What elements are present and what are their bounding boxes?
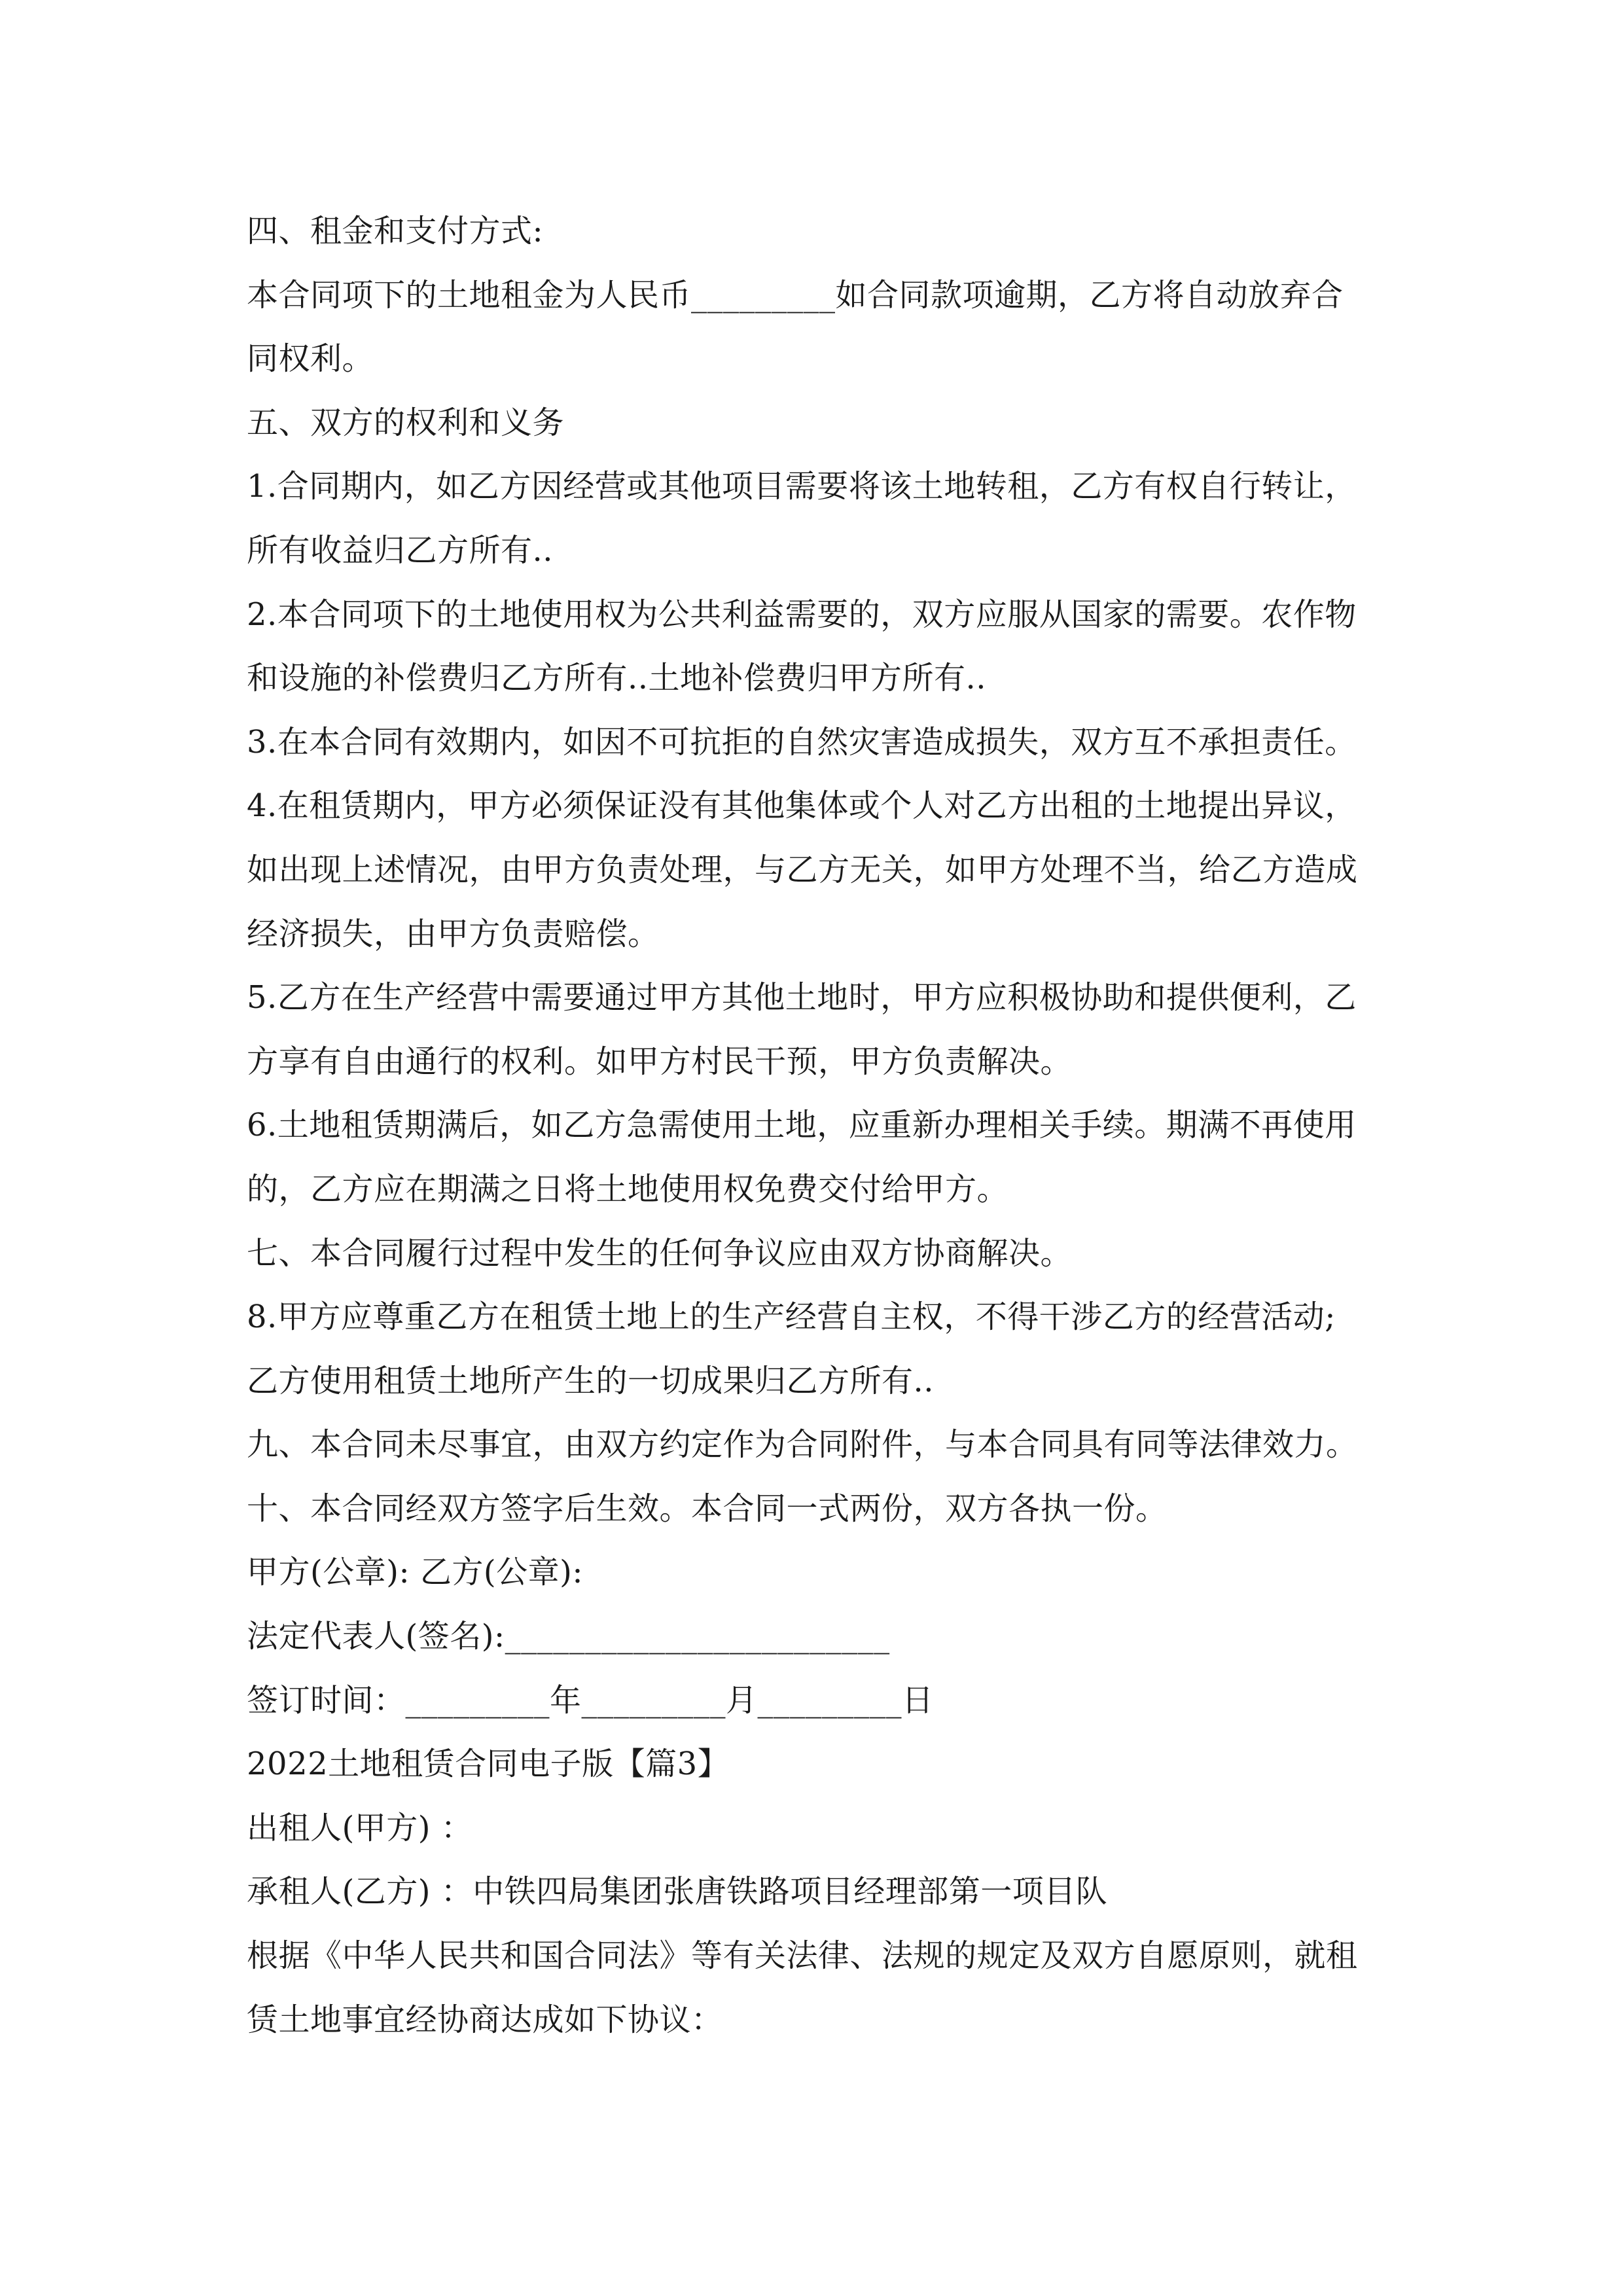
clause-line: 6.土地租赁期满后，如乙方急需使用土地，应重新办理相关手续。期满不再使用	[247, 1107, 1357, 1144]
clause-line: 所有收益归乙方所有..	[247, 531, 554, 569]
legal-rep-signature-line: 法定代表人(签名):________________________	[247, 1618, 890, 1655]
clause-line: 2.本合同项下的土地使用权为公共利益需要的，双方应服从国家的需要。农作物	[247, 596, 1357, 633]
lessee-line: 承租人(乙方) ：中铁四局集团张唐铁路项目经理部第一项目队	[247, 1873, 1108, 1910]
signature-parties-line: 甲方(公章): 乙方(公章):	[247, 1554, 584, 1591]
clause-line: 方享有自由通行的权利。如甲方村民干预，甲方负责解决。	[247, 1043, 1073, 1080]
clause-line: 4.在租赁期内，甲方必须保证没有其他集体或个人对乙方出租的土地提出异议，	[247, 787, 1357, 825]
preamble-line: 赁土地事宜经协商达成如下协议：	[247, 2001, 723, 2038]
signing-date-line: 签订时间：_________年_________月_________日	[247, 1681, 934, 1719]
clause-line: 5.乙方在生产经营中需要通过甲方其他土地时，甲方应积极协助和提供便利，乙	[247, 979, 1357, 1016]
clause-line: 经济损失，由甲方负责赔偿。	[247, 915, 660, 952]
document-body	[247, 200, 1399, 2052]
paragraph-line: 同权利。	[247, 340, 374, 378]
contract-title-part3: 2022土地租赁合同电子版【篇3】	[247, 1746, 730, 1783]
lessor-line: 出租人(甲方) ：	[247, 1809, 473, 1846]
clause-line: 3.在本合同有效期内，如因不可抗拒的自然灾害造成损失，双方互不承担责任。	[247, 723, 1357, 761]
clause-line: 九、本合同未尽事宜，由双方约定作为合同附件，与本合同具有同等法律效力。	[247, 1426, 1358, 1463]
clause-line: 的，乙方应在期满之日将土地使用权免费交付给甲方。	[247, 1170, 1009, 1208]
preamble-line: 根据《中华人民共和国合同法》等有关法律、法规的规定及双方自愿原则，就租	[247, 1937, 1358, 1975]
section-heading-rent: 四、租金和支付方式:	[247, 213, 544, 249]
clause-line: 1.合同期内，如乙方因经营或其他项目需要将该土地转租，乙方有权自行转让，	[247, 468, 1357, 505]
clause-line: 十、本合同经双方签字后生效。本合同一式两份，双方各执一份。	[247, 1490, 1168, 1527]
clause-line: 七、本合同履行过程中发生的任何争议应由双方协商解决。	[247, 1234, 1073, 1272]
paragraph-line: 本合同项下的土地租金为人民币_________如合同款项逾期，乙方将自动放弃合	[247, 276, 1344, 314]
clause-line: 如出现上述情况，由甲方负责处理，与乙方无关，如甲方处理不当，给乙方造成	[247, 851, 1358, 888]
clause-line: 和设施的补偿费归乙方所有..土地补偿费归甲方所有..	[247, 660, 987, 697]
clause-line: 8.甲方应尊重乙方在租赁土地上的生产经营自主权，不得干涉乙方的经营活动;	[247, 1299, 1336, 1336]
clause-line: 乙方使用租赁土地所产生的一切成果归乙方所有..	[247, 1362, 935, 1399]
section-heading-rights: 五、双方的权利和义务	[247, 404, 565, 441]
